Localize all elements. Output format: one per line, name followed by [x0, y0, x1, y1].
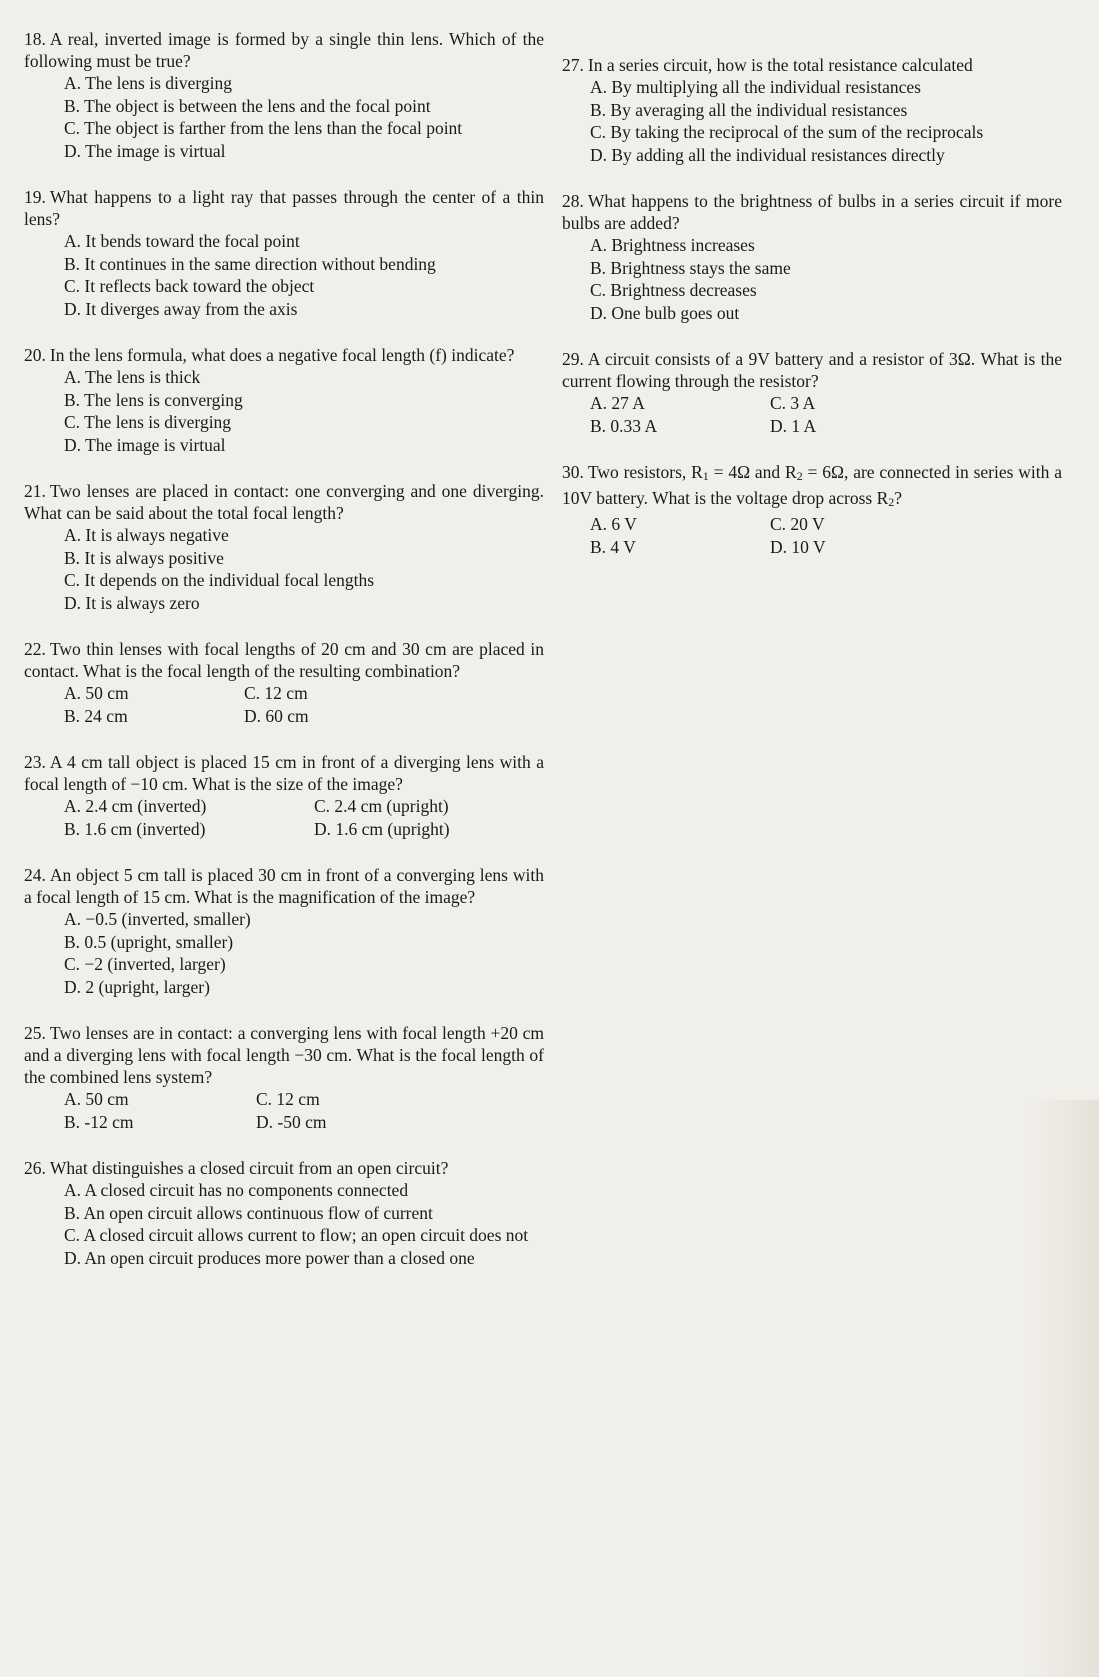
question-22	[24, 638, 544, 727]
option-d: D. An open circuit produces more power than a closed one	[64, 1247, 475, 1268]
option-c: C. It depends on the individual focal lengths	[64, 570, 375, 590]
option-c: C. 20 V	[770, 514, 825, 534]
question-number: 27.	[562, 55, 584, 75]
option-a: A. 50 cm	[64, 683, 129, 703]
option-b: B. 4 V	[590, 536, 636, 557]
question-stem: A real, inverted image is formed by a single thin lens. Which of the following must be true?	[24, 29, 544, 71]
question-stem: What happens to a light ray that passes through the center of a thin lens?	[24, 187, 544, 229]
left-column	[24, 28, 544, 1293]
question-number: 29.	[562, 349, 584, 369]
subscript: 2	[796, 469, 803, 483]
question-stem-part: = 6Ω, are connected in series with a 10V battery. What is the voltage drop across R	[562, 462, 1062, 508]
option-b: B. 0.33 A	[590, 415, 658, 436]
option-b: B. -12 cm	[64, 1111, 134, 1132]
question-stem: A 4 cm tall object is placed 15 cm in front of a diverging lens with a focal length of −10 cm. What is the size of the image?	[24, 752, 544, 794]
options	[24, 1088, 544, 1133]
question-stem: An object 5 cm tall is placed 30 cm in front of a converging lens with a focal length of 15 cm. What is the magnification of the image?	[24, 865, 544, 907]
question-number: 24.	[24, 865, 46, 885]
options	[24, 524, 544, 614]
options	[562, 392, 1062, 437]
option-a: A. The lens is diverging	[64, 73, 233, 93]
option-a: A. 50 cm	[64, 1089, 129, 1109]
option-c: C. 3 A	[770, 393, 816, 413]
option-a: A. 6 V	[590, 514, 637, 534]
option-d: D. 1 A	[770, 415, 817, 436]
option-d: D. The image is virtual	[64, 434, 226, 455]
question-number: 25.	[24, 1023, 46, 1043]
option-b: B. 0.5 (upright, smaller)	[64, 931, 234, 952]
option-d: D. 60 cm	[244, 705, 309, 726]
option-d: D. One bulb goes out	[590, 302, 740, 323]
question-stem: In the lens formula, what does a negative focal length (f) indicate?	[49, 345, 515, 365]
question-21	[24, 480, 544, 614]
question-number: 19.	[24, 187, 46, 207]
option-d: D. -50 cm	[256, 1111, 327, 1132]
question-24	[24, 864, 544, 998]
option-d: D. The image is virtual	[64, 140, 226, 161]
option-d: D. It is always zero	[64, 592, 200, 613]
question-number: 22.	[24, 639, 46, 659]
question-30	[562, 461, 1062, 558]
question-number: 28.	[562, 191, 584, 211]
question-29	[562, 348, 1062, 437]
question-23	[24, 751, 544, 840]
option-c: C. It reflects back toward the object	[64, 276, 315, 296]
question-stem: Two lenses are placed in contact: one converging and one diverging. What can be said about the total focal length?	[24, 481, 544, 523]
question-27	[562, 54, 1062, 166]
option-c: C. 2.4 cm (upright)	[314, 796, 449, 816]
question-stem: What happens to the brightness of bulbs in a series circuit if more bulbs are added?	[562, 191, 1062, 233]
option-b: B. An open circuit allows continuous flow of current	[64, 1202, 433, 1223]
options	[24, 1179, 544, 1269]
option-a: A. Brightness increases	[590, 235, 755, 255]
question-stem: What distinguishes a closed circuit from an open circuit?	[49, 1158, 449, 1178]
option-c: C. The object is farther from the lens than the focal point	[64, 118, 463, 138]
option-d: D. By adding all the individual resistances directly	[590, 144, 945, 165]
option-a: A. A closed circuit has no components connected	[64, 1180, 409, 1200]
option-a: A. It bends toward the focal point	[64, 231, 300, 251]
question-number: 20.	[24, 345, 46, 365]
question-19	[24, 186, 544, 320]
question-26	[24, 1157, 544, 1269]
option-b: B. 24 cm	[64, 705, 128, 726]
option-b: B. The object is between the lens and the focal point	[64, 95, 431, 116]
option-b: B. It is always positive	[64, 547, 224, 568]
option-c: C. −2 (inverted, larger)	[64, 954, 226, 974]
option-b: B. By averaging all the individual resistances	[590, 99, 908, 120]
options	[562, 513, 1062, 558]
question-number: 21.	[24, 481, 46, 501]
question-number: 30.	[562, 462, 584, 482]
option-c: C. By taking the reciprocal of the sum of the reciprocals	[590, 122, 984, 142]
options	[562, 76, 1062, 166]
option-a: A. The lens is thick	[64, 367, 201, 387]
question-stem-part: = 4Ω and R	[708, 462, 797, 482]
option-a: A. 2.4 cm (inverted)	[64, 796, 207, 816]
option-d: D. 10 V	[770, 536, 826, 557]
options	[24, 230, 544, 320]
option-d: D. It diverges away from the axis	[64, 298, 298, 319]
question-20	[24, 344, 544, 456]
question-number: 23.	[24, 752, 46, 772]
options	[24, 366, 544, 456]
question-number: 26.	[24, 1158, 46, 1178]
option-b: B. It continues in the same direction without bending	[64, 253, 436, 274]
question-stem: A circuit consists of a 9V battery and a resistor of 3Ω. What is the current flowing through the resistor?	[562, 349, 1062, 391]
option-b: B. 1.6 cm (inverted)	[64, 818, 206, 839]
option-c: C. The lens is diverging	[64, 412, 232, 432]
question-stem: In a series circuit, how is the total resistance calculated	[587, 55, 973, 75]
question-stem: Two lenses are in contact: a converging lens with focal length +20 cm and a diverging lens with focal length −30 cm. What is the focal length of the combined lens system?	[24, 1023, 544, 1087]
option-c: C. 12 cm	[244, 683, 308, 703]
options	[24, 908, 544, 998]
option-a: A. It is always negative	[64, 525, 229, 545]
question-18	[24, 28, 544, 162]
page-edge-shadow	[1029, 1100, 1099, 1677]
options	[24, 682, 544, 727]
option-b: B. The lens is converging	[64, 389, 243, 410]
question-25	[24, 1022, 544, 1133]
question-stem: Two thin lenses with focal lengths of 20 cm and 30 cm are placed in contact. What is the focal length of the resulting combination?	[24, 639, 544, 681]
option-a: A. −0.5 (inverted, smaller)	[64, 909, 251, 929]
option-a: A. 27 A	[590, 393, 645, 413]
options	[562, 234, 1062, 324]
subscript: 1	[702, 469, 709, 483]
question-number: 18.	[24, 29, 46, 49]
question-stem-part: ?	[894, 488, 903, 508]
subscript: 2	[888, 495, 895, 509]
question-28	[562, 190, 1062, 324]
right-column	[562, 54, 1062, 582]
question-stem-part: Two resistors, R	[587, 462, 703, 482]
option-c: C. A closed circuit allows current to flow; an open circuit does not	[64, 1225, 529, 1245]
options	[24, 795, 544, 840]
options	[24, 72, 544, 162]
option-c: C. Brightness decreases	[590, 280, 757, 300]
option-d: D. 1.6 cm (upright)	[314, 818, 450, 839]
option-a: A. By multiplying all the individual resistances	[590, 77, 921, 97]
option-c: C. 12 cm	[256, 1089, 320, 1109]
option-b: B. Brightness stays the same	[590, 257, 791, 278]
option-d: D. 2 (upright, larger)	[64, 976, 210, 997]
